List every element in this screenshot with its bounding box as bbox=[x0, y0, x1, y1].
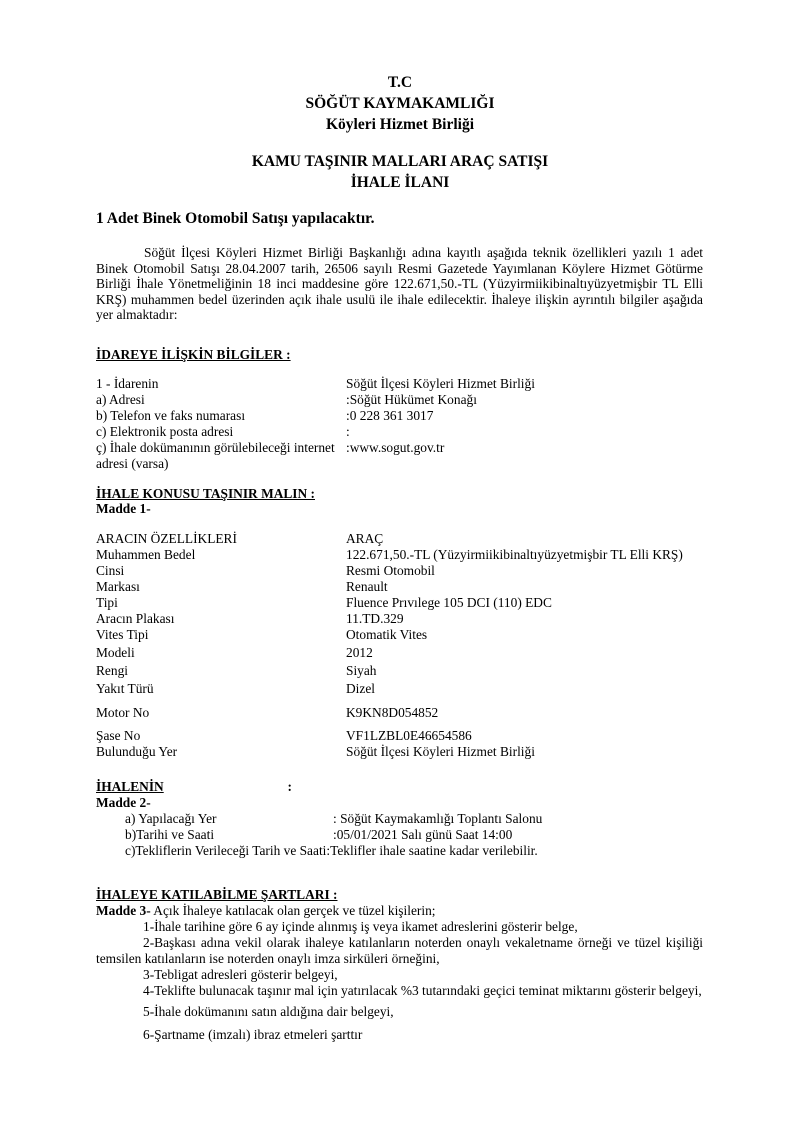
ihalenin-heading-colon: : bbox=[287, 779, 292, 794]
internet-label: ç) İhale dokümanının görülebileceği internet adresi (varsa) bbox=[96, 440, 335, 471]
sartlar-madde-line bbox=[96, 903, 436, 919]
renk-label: Rengi bbox=[96, 663, 128, 678]
sase-label: Şase No bbox=[96, 728, 141, 743]
cinsi-value: Resmi Otomobil bbox=[346, 563, 435, 578]
eposta-value: : bbox=[346, 424, 350, 439]
motor-value: K9KN8D054852 bbox=[346, 705, 439, 720]
yapilacagi-yer-label: a) Yapılacağı Yer bbox=[125, 811, 217, 826]
motor-label: Motor No bbox=[96, 705, 150, 720]
idare-heading: İDAREYE İLİŞKİN BİLGİLER : bbox=[96, 347, 291, 362]
ozellik-label: ARACIN ÖZELLİKLERİ bbox=[96, 531, 237, 546]
marka-label: Markası bbox=[96, 579, 140, 594]
doc-subtitle: İHALE İLANI bbox=[350, 174, 450, 191]
yapilacagi-yer-value: : Söğüt Kaymakamlığı Toplantı Salonu bbox=[333, 811, 543, 826]
intro-paragraph: Söğüt İlçesi Köyleri Hizmet Birliği Başkanlığı adına kayıtlı aşağıda teknik özellikleri yazılı 1 adet Binek Otomobil Satışı 28.04.2007 tarih, 26506 sayılı Resmi Gazetede Yayımlanan Köylere Hizmet Götürme Birliği İhale Yönetmeliğinin 18 inci maddesine göre 122.671,50.-TL (Yüzyirmiikibinaltıyüzyetmişbir TL Elli KRŞ) muhammen bedel üzerinden açık ihale usulü ile ihale edilecektir. İhaleye ilişkin ayrıntılı bilgiler aşağıda yer almaktadır: bbox=[96, 245, 703, 322]
renk-value: Siyah bbox=[346, 663, 377, 678]
teklif-tarih-label: c)Tekliflerin Verileceği Tarih ve Saati: bbox=[125, 843, 331, 858]
sartlar-madde: Madde 3- bbox=[96, 903, 151, 918]
plaka-label: Aracın Plakası bbox=[96, 611, 175, 626]
yakit-value: Dizel bbox=[346, 681, 375, 696]
header-kaymakamlik: SÖĞÜT KAYMAKAMLIĞI bbox=[305, 95, 495, 112]
vites-value: Otomatik Vites bbox=[346, 627, 428, 642]
sart-item: 5-İhale dokümanını satın aldığına dair belgeyi, bbox=[143, 1004, 394, 1019]
sart-item: 2-Başkası adına vekil olarak ihaleye katılanların noterden onaylı vekaletname örneği ve tüzel kişiliği temsilen katılanların ise noterden onaylı imza sirküleri örneğini, bbox=[96, 935, 703, 966]
internet-value: :www.sogut.gov.tr bbox=[346, 440, 445, 455]
tarih-saat-value: :05/01/2021 Salı günü Saat 14:00 bbox=[333, 827, 513, 842]
vites-label: Vites Tipi bbox=[96, 627, 149, 642]
teklif-tarih-value: Teklifler ihale saatine kadar verilebilir. bbox=[330, 843, 538, 858]
marka-value: Renault bbox=[346, 579, 388, 594]
yer-label: Bulunduğu Yer bbox=[96, 744, 178, 759]
cinsi-label: Cinsi bbox=[96, 563, 125, 578]
doc-title: KAMU TAŞINIR MALLARI ARAÇ SATIŞI bbox=[251, 153, 549, 170]
idare-label: 1 - İdarenin bbox=[96, 376, 159, 391]
ihalenin-heading bbox=[96, 779, 292, 795]
sase-value: VF1LZBL0E46654586 bbox=[346, 728, 472, 743]
konu-madde: Madde 1- bbox=[96, 501, 151, 516]
plaka-value: 11.TD.329 bbox=[346, 611, 404, 626]
model-value: 2012 bbox=[346, 645, 373, 660]
telefon-label: b) Telefon ve faks numarası bbox=[96, 408, 246, 423]
tipi-value: Fluence Prıvılege 105 DCI (110) EDC bbox=[346, 595, 552, 610]
sartlar-madde-text: Açık İhaleye katılacak olan gerçek ve tüzel kişilerin; bbox=[150, 903, 436, 918]
bedel-label: Muhammen Bedel bbox=[96, 547, 196, 562]
yer-value: Söğüt İlçesi Köyleri Hizmet Birliği bbox=[346, 744, 535, 759]
adres-label: a) Adresi bbox=[96, 392, 145, 407]
ozellik-value: ARAÇ bbox=[346, 531, 384, 546]
sart-item: 3-Tebligat adresleri gösterir belgeyi, bbox=[143, 967, 338, 982]
ihalenin-heading-text: İHALENİN bbox=[96, 779, 164, 794]
sart-item: 4-Teklifte bulunacak taşınır mal için yatırılacak %3 tutarındaki geçici teminat miktarını gösterir belgeyi, bbox=[143, 983, 702, 998]
idare-value: Söğüt İlçesi Köyleri Hizmet Birliği bbox=[346, 376, 535, 391]
teklif-tarih-line bbox=[125, 843, 538, 859]
adres-value: :Söğüt Hükümet Konağı bbox=[346, 392, 477, 407]
bedel-value: 122.671,50.-TL (Yüzyirmiikibinaltıyüzyetmişbir TL Elli KRŞ) bbox=[346, 547, 683, 562]
header-tc: T.C bbox=[387, 74, 413, 91]
eposta-label: c) Elektronik posta adresi bbox=[96, 424, 234, 439]
telefon-value: :0 228 361 3017 bbox=[346, 408, 434, 423]
intro-heading: 1 Adet Binek Otomobil Satışı yapılacaktır. bbox=[96, 210, 375, 227]
tarih-saat-label: b)Tarihi ve Saati bbox=[125, 827, 215, 842]
sart-item: 1-İhale tarihine göre 6 ay içinde alınmış iş veya ikamet adreslerini gösterir belge, bbox=[143, 919, 578, 934]
tipi-label: Tipi bbox=[96, 595, 118, 610]
konu-heading: İHALE KONUSU TAŞINIR MALIN : bbox=[96, 486, 315, 501]
yakit-label: Yakıt Türü bbox=[96, 681, 154, 696]
header-birlik: Köyleri Hizmet Birliği bbox=[325, 116, 475, 133]
model-label: Modeli bbox=[96, 645, 135, 660]
ihalenin-madde: Madde 2- bbox=[96, 795, 151, 810]
sart-item: 6-Şartname (imzalı) ibraz etmeleri şarttır bbox=[143, 1027, 363, 1042]
sartlar-heading: İHALEYE KATILABİLME ŞARTLARI : bbox=[96, 887, 338, 902]
